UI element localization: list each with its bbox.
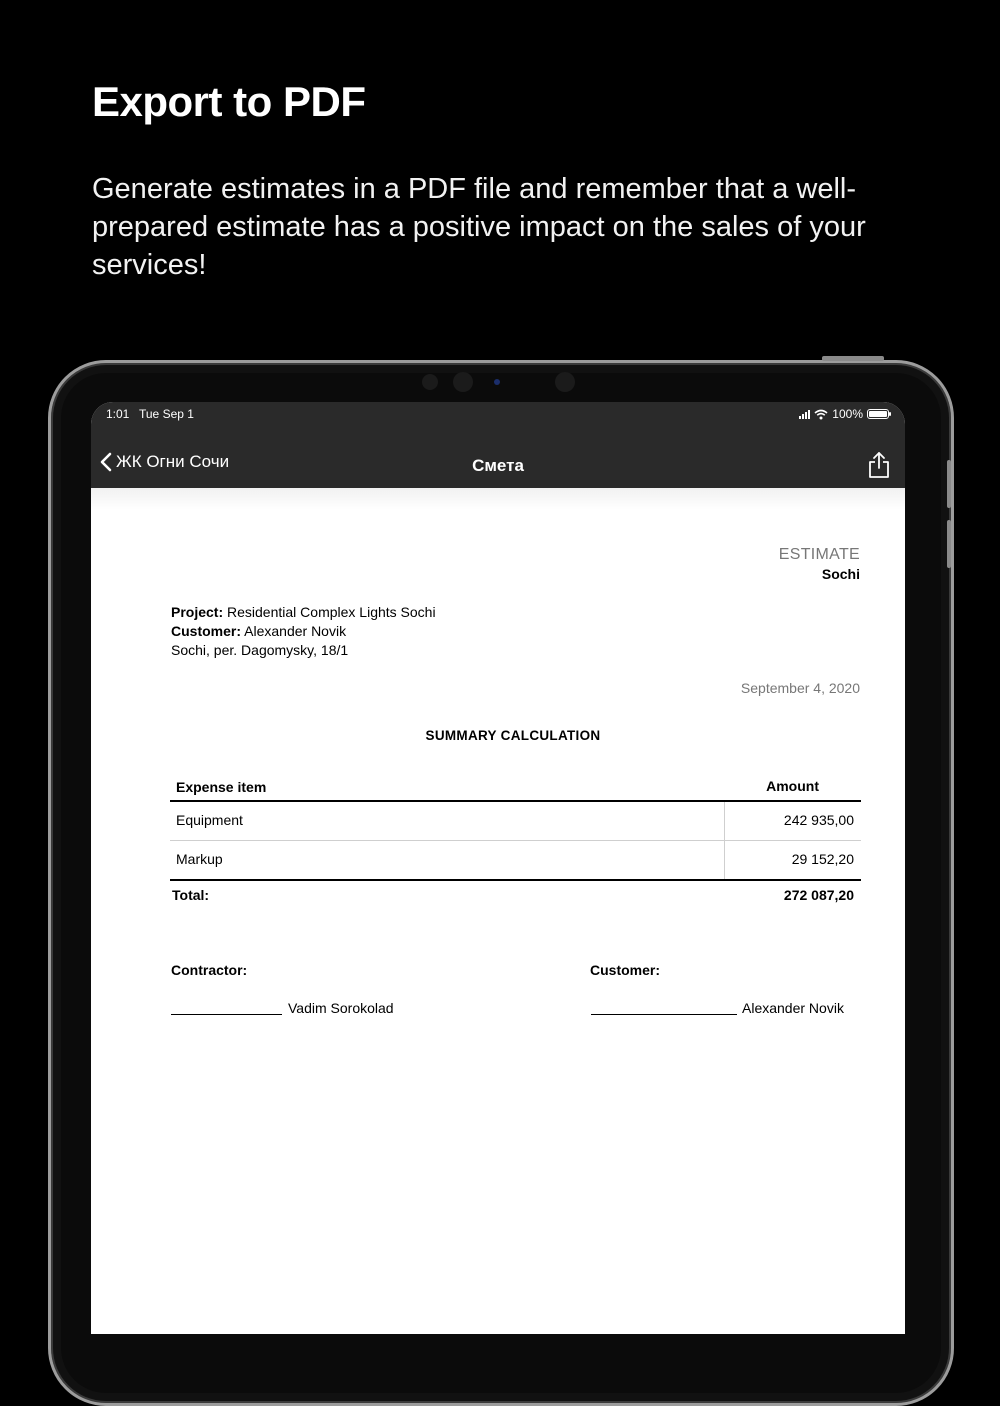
row-amount: 29 152,20 <box>791 851 854 867</box>
navigation-bar <box>91 432 905 488</box>
column-divider <box>724 841 725 879</box>
customer-line <box>171 622 436 641</box>
table-header <box>170 778 861 802</box>
estimate-title: ESTIMATE <box>778 546 860 563</box>
promo-headline: Export to PDF <box>92 78 366 125</box>
customer-value: Alexander Novik <box>244 623 347 639</box>
table-row <box>170 841 861 881</box>
status-date: Tue Sep 1 <box>139 407 194 421</box>
row-item: Markup <box>176 851 223 867</box>
summary-title: SUMMARY CALCULATION <box>425 728 601 743</box>
table-total-row <box>170 881 861 911</box>
status-indicators <box>799 407 889 421</box>
cellular-signal-icon <box>799 409 810 419</box>
nav-title: Смета <box>472 456 524 475</box>
status-time: 1:01 <box>106 407 130 421</box>
summary-table <box>170 778 861 911</box>
sensor-icon <box>422 374 438 390</box>
volume-up-button <box>947 460 951 508</box>
document-top-edge <box>91 488 905 510</box>
battery-percent: 100% <box>832 407 863 421</box>
front-camera-icon <box>453 372 473 392</box>
wifi-icon <box>814 409 828 420</box>
total-value: 272 087,20 <box>783 887 854 903</box>
total-label: Total: <box>172 887 210 903</box>
sensor-icon <box>555 372 575 392</box>
project-line <box>171 603 436 622</box>
row-amount: 242 935,00 <box>783 812 854 828</box>
share-icon[interactable] <box>867 451 891 479</box>
header-amount: Amount <box>766 778 819 794</box>
customer-label: Customer: <box>171 623 242 639</box>
contractor-name: Vadim Sorokolad <box>288 1000 394 1016</box>
contractor-label: Contractor: <box>171 962 248 978</box>
back-button-label: ЖК Огни Сочи <box>116 452 230 471</box>
address-line: Sochi, per. Dagomysky, 18/1 <box>171 642 349 658</box>
promo-subtitle: Generate estimates in a PDF file and remember that a well-prepared estimate has a positive impact on the sales of your services! <box>92 173 866 281</box>
customer-signature-line <box>591 1014 737 1015</box>
ipad-screen <box>91 402 905 1334</box>
customer-signature-name: Alexander Novik <box>742 1000 844 1016</box>
battery-icon <box>867 409 889 419</box>
row-item: Equipment <box>176 812 243 828</box>
header-expense-item: Expense item <box>176 779 267 795</box>
contractor-signature-line <box>171 1014 282 1015</box>
document-date: September 4, 2020 <box>740 680 860 696</box>
volume-down-button <box>947 520 951 568</box>
column-divider <box>724 802 725 840</box>
top-button <box>822 356 884 361</box>
project-label: Project: <box>171 604 224 620</box>
estimate-city: Sochi <box>821 566 860 582</box>
project-info <box>171 603 436 660</box>
customer-signature-label: Customer: <box>590 962 661 978</box>
camera-indicator-icon <box>494 379 500 385</box>
status-bar <box>91 402 905 432</box>
table-row <box>170 802 861 841</box>
project-value: Residential Complex Lights Sochi <box>227 604 436 620</box>
